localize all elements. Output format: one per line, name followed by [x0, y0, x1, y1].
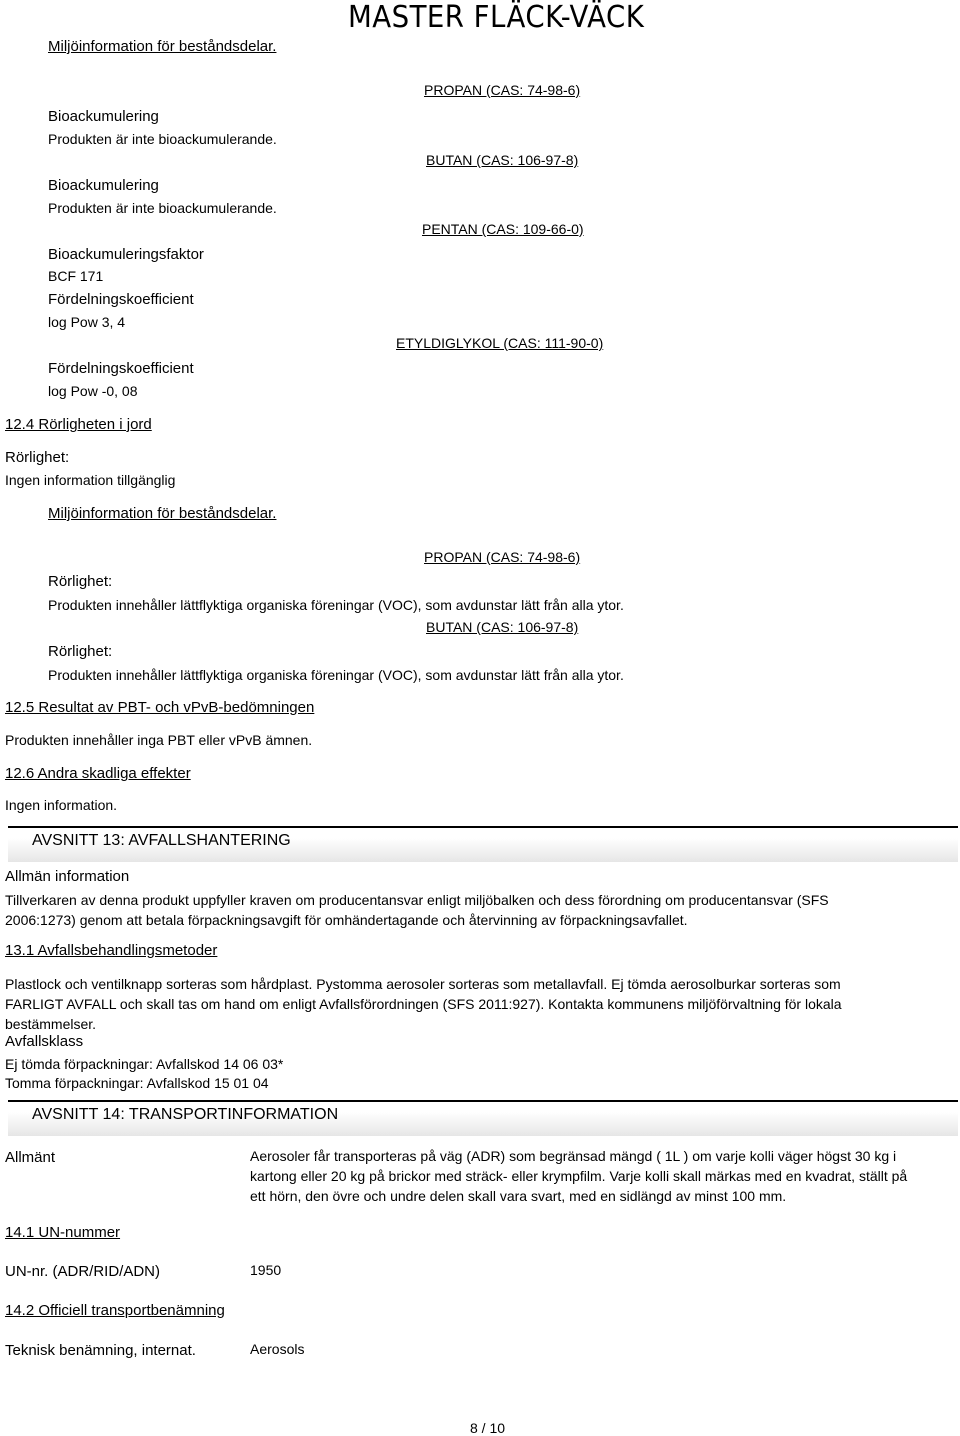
- env-components-heading-2: Miljöinformation för beståndsdelar.: [48, 505, 277, 522]
- partition-coefficient-value-2: log Pow -0, 08: [48, 383, 138, 399]
- un-number-value: 1950: [250, 1262, 282, 1278]
- section-13-title: AVSNITT 13: AVFALLSHANTERING: [32, 832, 291, 849]
- mobility-text-butan: Produkten innehåller lättflyktiga organiska föreningar (VOC), som avdunstar lätt från alla ytor.: [48, 667, 624, 683]
- section-14-title: AVSNITT 14: TRANSPORTINFORMATION: [32, 1106, 339, 1123]
- partition-coefficient-label-2: Fördelningskoefficient: [48, 360, 194, 377]
- bioaccumulation-label-1: Bioackumulering: [48, 108, 159, 125]
- section-13-1-text: Plastlock och ventilknapp sorteras som hårdplast. Pystomma aerosoler sorteras som metallavfall. Ej tömda aerosolburkar sorteras som FARLIGT AVFALL och skall tas om hand om enligt Avfallsförordningen (SFS 2011:927). Kontakta kommunens miljöförvaltning för lokala bestämmelser.: [5, 976, 842, 1032]
- waste-class-line-1: Ej tömda förpackningar: Avfallskod 14 06 03*: [5, 1056, 284, 1072]
- section-12-5-heading: 12.5 Resultat av PBT- och vPvB-bedömningen: [5, 699, 315, 716]
- component-propan: PROPAN (CAS: 74-98-6): [424, 82, 581, 98]
- transport-general-label: Allmänt: [5, 1149, 56, 1166]
- bioaccumulation-label-2: Bioackumulering: [48, 177, 159, 194]
- section-13-1-heading: 13.1 Avfallsbehandlingsmetoder: [5, 942, 218, 959]
- component-butan: BUTAN (CAS: 106-97-8): [426, 152, 579, 168]
- bioaccumulation-text-1: Produkten är inte bioackumulerande.: [48, 131, 277, 147]
- section-14-1-heading: 14.1 UN-nummer: [5, 1224, 121, 1241]
- mobility-label: Rörlighet:: [5, 449, 70, 466]
- section-12-6-heading: 12.6 Andra skadliga effekter: [5, 765, 191, 782]
- bcf-label: Bioackumuleringsfaktor: [48, 246, 204, 263]
- mobility-text: Ingen information tillgänglig: [5, 472, 176, 488]
- page-number: 8 / 10: [470, 1420, 506, 1436]
- section-14-header: [8, 1100, 958, 1136]
- waste-class-line-2: Tomma förpackningar: Avfallskod 15 01 04: [5, 1075, 269, 1091]
- general-info-text: Tillverkaren av denna produkt uppfyller kraven om producentansvar enligt miljöbalken och dess förordning om producentansvar (SFS 2006:1273) genom att betala förpackningsavgift för omhändertagande och återvinning av förpackningsavfallet.: [5, 892, 829, 928]
- section-12-4-heading: 12.4 Rörligheten i jord: [5, 416, 152, 433]
- section-14-2-heading: 14.2 Officiell transportbenämning: [5, 1302, 225, 1319]
- section-12-6-text: Ingen information.: [5, 797, 118, 813]
- waste-class-label: Avfallsklass: [5, 1033, 84, 1050]
- section-12-5-text: Produkten innehåller inga PBT eller vPvB ämnen.: [5, 732, 313, 748]
- mobility-label-propan: Rörlighet:: [48, 573, 113, 590]
- env-components-heading: Miljöinformation för beståndsdelar.: [48, 38, 277, 55]
- mobility-text-propan: Produkten innehåller lättflyktiga organiska föreningar (VOC), som avdunstar lätt från alla ytor.: [48, 597, 624, 613]
- component-propan-2: PROPAN (CAS: 74-98-6): [424, 549, 581, 565]
- bcf-value: BCF 171: [48, 268, 104, 284]
- transport-general-text: Aerosoler får transporteras på väg (ADR) som begränsad mängd ( 1L ) om varje kolli väger högst 30 kg i kartong eller 20 kg på brickor med sträck- eller krympfilm. Varje kolli skall märkas med en kvadrat, ställt på ett hörn, den övre och undre delen skall vara svart, med en sidlängd av minst 100 mm.: [250, 1148, 908, 1204]
- section-13-header: [8, 826, 958, 862]
- component-etyldiglykol: ETYLDIGLYKOL (CAS: 111-90-0): [396, 335, 604, 351]
- partition-coefficient-value-1: log Pow 3, 4: [48, 314, 126, 330]
- component-butan-2: BUTAN (CAS: 106-97-8): [426, 619, 579, 635]
- partition-coefficient-label-1: Fördelningskoefficient: [48, 291, 194, 308]
- general-info-label: Allmän information: [5, 868, 130, 885]
- mobility-label-butan: Rörlighet:: [48, 643, 113, 660]
- technical-name-label: Teknisk benämning, internat.: [5, 1342, 196, 1359]
- document-title: MASTER FLÄCK-VÄCK: [348, 0, 645, 35]
- un-number-label: UN-nr. (ADR/RID/ADN): [5, 1263, 161, 1280]
- technical-name-value: Aerosols: [250, 1341, 305, 1357]
- component-pentan: PENTAN (CAS: 109-66-0): [422, 221, 584, 237]
- bioaccumulation-text-2: Produkten är inte bioackumulerande.: [48, 200, 277, 216]
